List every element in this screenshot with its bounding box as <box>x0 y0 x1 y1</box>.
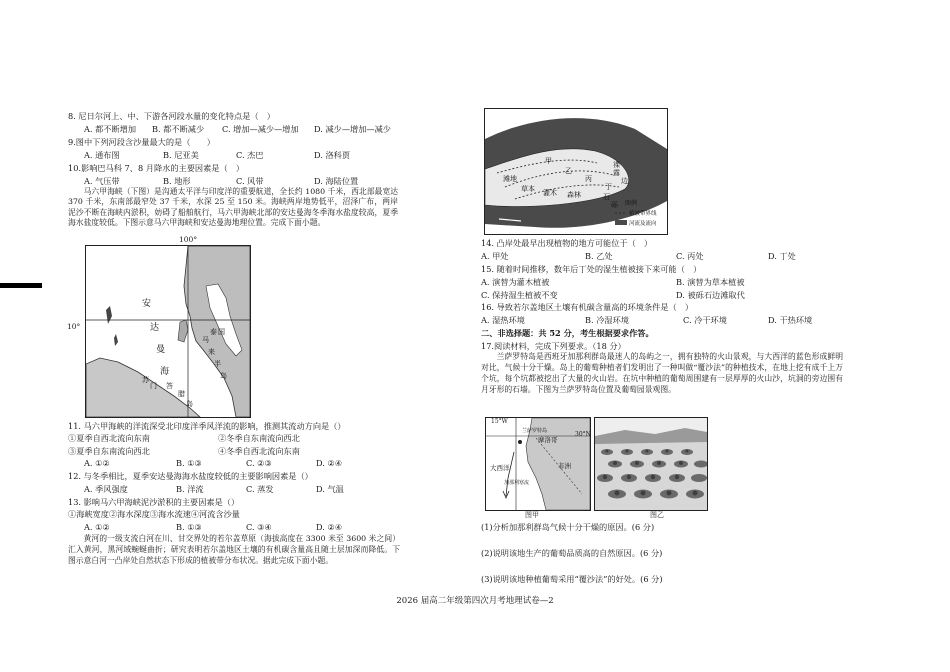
q8-option-d: D. 减少—增加—减少 <box>314 124 391 134</box>
q9-stem: 9.图中下列河段含沙量最大的是（ ） <box>68 137 215 147</box>
q11-stem: 11. 马六甲海峡的洋流深受北印度洋季风洋流的影响，推测其流动方向是（） <box>68 421 346 431</box>
map3-lat-label: 30°N <box>575 431 591 438</box>
map1-label-man: 曼 <box>156 345 166 355</box>
convex-bank-map <box>484 108 668 235</box>
map2-label-bing: 丙 <box>585 175 592 183</box>
legend-swatch-river <box>615 220 627 225</box>
map2-legend-title: 图例 <box>625 200 638 207</box>
map2-label-yi: 乙 <box>565 167 572 175</box>
q12-stem: 12. 与冬季相比，夏季安达曼海海水盐度较低的主要影响因素是（） <box>68 471 313 481</box>
river-intro: 黄河的一级支流白河在川、甘交界处的若尔盖草原（海拔高度在 3300 米至 3600 米之间）汇入黄河，黑河域蜿蜒曲折；研究表明若尔盖地区土壤的有机碳含量高且随土层加深而降低。下图示意白河一凸岸处自然状态下形成的植被带分布状况。据此完成下面小题。 <box>68 534 400 565</box>
map1-label-guo: 国 <box>218 328 225 336</box>
q13-option-a: A. ①② <box>84 522 110 532</box>
map1-label-hai: 海 <box>160 367 170 377</box>
q9-option-b: B. 尼亚美 <box>163 150 199 160</box>
margin-binding-mark <box>0 283 42 288</box>
q11-item-3: ③夏季自东南流向西北 <box>68 446 150 456</box>
map3-lon-label: 15°W <box>491 418 508 425</box>
map2-label-jia: 甲 <box>545 157 552 165</box>
q16-option-c: C. 冷干环境 <box>683 315 727 325</box>
q12-option-a: A. 季风强度 <box>84 484 128 494</box>
q17-part-3: (3)说明该地种植葡萄采用“覆沙法”的好处。(6 分) <box>481 574 663 584</box>
q14-option-d: D. 丁处 <box>768 251 796 261</box>
map3-label-island: 兰萨罗特岛 <box>522 428 548 434</box>
map2-zone-tandi: 滩地 <box>503 175 517 183</box>
map2-zone-li: 砾 <box>611 201 618 209</box>
map1-label-dao: 岛 <box>186 400 193 408</box>
map1-label-an: 安 <box>142 299 152 309</box>
map1-label-ma: 马 <box>202 336 209 344</box>
q11-option-b: B. ①③ <box>176 458 202 468</box>
q11-option-a: A. ①② <box>84 458 110 468</box>
q9-option-a: A. 通布图 <box>84 150 120 160</box>
q10-stem: 10.影响巴马科 7、8 月降水的主要因素是（ ） <box>68 163 245 173</box>
map1-label-la: 腊 <box>178 390 185 398</box>
q12-option-b: B. 洋流 <box>176 484 204 494</box>
q13-option-b: B. ①③ <box>176 522 202 532</box>
q11-item-2: ②冬季自东南流向西北 <box>218 433 300 443</box>
q16-option-d: D. 干热环境 <box>768 315 813 325</box>
map3-label-canary-current: 加那利寒流 <box>504 480 530 486</box>
q8-option-b: B. 都不断减少 <box>152 124 205 134</box>
map2-zone-lu: 露 <box>613 169 620 177</box>
q15-option-b: B. 演替为草本植被 <box>676 277 745 287</box>
q14-option-b: B. 乙处 <box>585 251 613 261</box>
q10-option-c: C. 风带 <box>236 176 264 186</box>
map2-zone-caoben: 草本 <box>521 185 535 193</box>
q10-option-b: B. 地形 <box>163 176 191 186</box>
map3-label-atlantic: 大西洋 <box>490 464 510 472</box>
q17-material: 兰萨罗特岛是西班牙加那利群岛最迷人的岛屿之一，拥有独特的火山景观，与大西洋的蓝色形成鲜明对比，气候十分干燥。岛上的葡萄种植者们发明出了一种叫做“覆沙法”的种植技术，在地上挖有成千上万个坑，每个坑都被挖出了大量的火山岩。在坑中种植的葡萄周围建有一层厚厚的火山沙，坑洞的旁边围有月牙形的石墙。下图为兰萨罗特岛位置及葡萄园景观图。 <box>481 352 843 394</box>
malacca-map <box>85 245 251 418</box>
q14-option-c: C. 丙处 <box>676 251 704 261</box>
map1-label-men: 门 <box>150 382 157 390</box>
map3-caption-b: 图乙 <box>650 511 664 519</box>
map1-label-dao2: 岛 <box>220 372 227 380</box>
q11-option-c: C. ②③ <box>246 458 272 468</box>
map1-label-tai: 泰 <box>210 328 217 336</box>
q15-stem: 15. 随着时间推移，数年后丁处的湿生植被接下来可能（ ） <box>481 264 702 274</box>
map1-label-da2: 答 <box>166 382 173 390</box>
map1-lat-label: 10° <box>67 322 81 331</box>
map1-label-lai: 来 <box>208 348 215 356</box>
map1-label-ban: 半 <box>214 360 221 368</box>
vineyard-photo <box>594 417 708 511</box>
q15-option-c: C. 保持湿生植被不变 <box>481 290 558 300</box>
map2-zone-bian: 边 <box>621 177 628 185</box>
q14-option-a: A. 甲处 <box>481 251 509 261</box>
map1-lon-label: 100° <box>179 235 198 244</box>
q13-option-d: D. ②④ <box>316 522 343 532</box>
q17-part-1: (1)分析加那利群岛气候十分干燥的原因。(6 分) <box>481 522 655 532</box>
q11-option-d: D. ②④ <box>316 458 343 468</box>
q16-option-b: B. 冷湿环境 <box>585 315 629 325</box>
q10-option-a: A. 气压带 <box>84 176 120 186</box>
q15-option-d: D. 被砾石边滩取代 <box>676 290 745 300</box>
q12-option-c: C. 蒸发 <box>246 484 274 494</box>
q14-stem: 14. 凸岸处最早出现植物的地方可能位于（ ） <box>481 238 653 248</box>
map2-legend-river: 河流及流向 <box>629 221 657 227</box>
map2-zone-shi: 石 <box>603 193 610 201</box>
q8-option-a: A. 都不断增加 <box>84 124 137 134</box>
q16-stem: 16. 导致若尔盖地区土壤有机碳含量高的环境条件是（ ） <box>481 302 694 312</box>
q13-option-c: C. ③④ <box>246 522 272 532</box>
q15-option-a: A. 演替为灌木植被 <box>481 277 550 287</box>
map3-label-morocco: 摩洛哥 <box>538 436 558 444</box>
q16-option-a: A. 湿热环境 <box>481 315 525 325</box>
vineyard-photo-svg <box>595 418 707 510</box>
q9-option-d: D. 洛科贾 <box>314 150 351 160</box>
q10-option-d: D. 海陆位置 <box>314 176 359 186</box>
q8-option-c: C. 增加—减少—增加 <box>222 124 299 134</box>
map3-caption-a: 图甲 <box>525 511 539 519</box>
q13-stem: 13. 影响马六甲海峡泥沙淤积的主要因素是（） <box>68 497 240 507</box>
map2-zone-luo: 裸 <box>613 161 620 169</box>
q17-stem: 17.阅读材料，完成下列要求。（18 分） <box>481 341 626 351</box>
q12-option-d: D. 气温 <box>316 484 344 494</box>
convex-bank-svg <box>485 109 667 234</box>
map3-label-africa: 非洲 <box>558 462 571 470</box>
q9-option-c: C. 杰巴 <box>236 150 264 160</box>
q8-stem: 8. 尼日尔河上、中、下游各河段水量的变化特点是（ ） <box>68 111 275 121</box>
map2-zone-senlin: 森林 <box>567 191 581 199</box>
map1-label-da: 达 <box>150 323 160 333</box>
map2-legend-boundary: 植被带界线 <box>629 211 657 217</box>
q17-part-2: (2)说明该地生产的葡萄品质高的自然原因。(6 分) <box>481 548 663 558</box>
section2-heading: 二、非选择题：共 52 分，考生根据要求作答。 <box>481 328 654 338</box>
q11-item-4: ④冬季自西北流向东南 <box>218 446 300 456</box>
map2-zone-guanmu: 灌木 <box>543 189 557 197</box>
q11-item-1: ①夏季自西北流向东南 <box>68 433 150 443</box>
malacca-intro: 马六甲海峡（下图）是沟通太平洋与印度洋的重要航道，全长约 1080 千米，西北部最宽达 370 千米，东南部最窄处 37 千米，水深 25 至 150 米。海峡两岸地势低平，沼泽广布，两岸泥沙不断在海峡内淤积，妨碍了船舶航行，马六甲海峡北部的安达曼海冬季海水盐度较高，夏季海水盐度较低。下图示意马六甲海峡和安达曼海地理位置。完成下面小题。 <box>68 187 398 227</box>
q13-items: ①海峡宽度②海水深度③海水流速④河流含沙量 <box>68 509 240 519</box>
lanzarote-dot <box>518 440 522 444</box>
map1-label-su: 苏 <box>142 376 149 384</box>
page-footer: 2026 届高二年级第四次月考地理试卷—2 <box>396 596 554 606</box>
malacca-map-svg <box>86 246 250 417</box>
map2-label-ding: 丁 <box>605 183 612 191</box>
